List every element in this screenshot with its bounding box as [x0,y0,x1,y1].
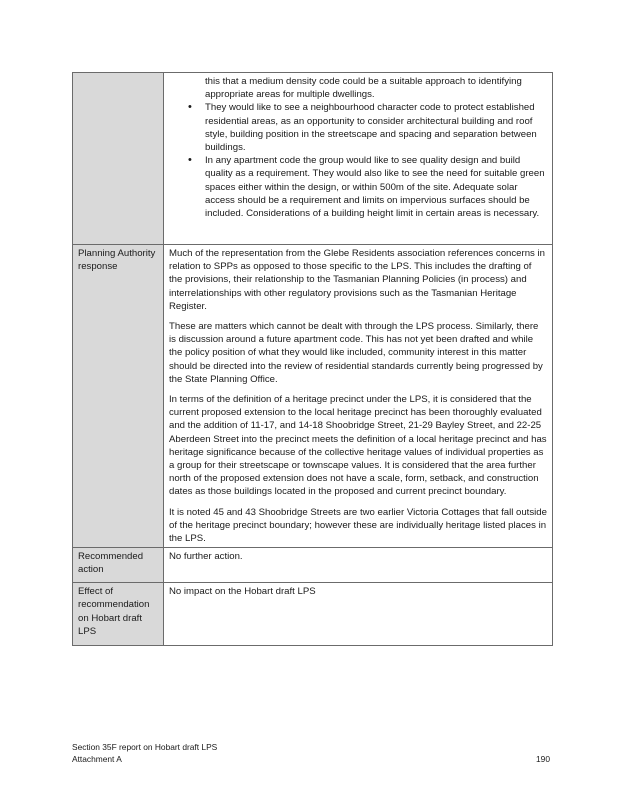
page-number: 190 [536,753,550,764]
list-item [188,154,547,220]
bullet-text: In any apartment code the group would like to see quality design and build quality as a requirement. They would also like to see the need for suitable green spaces either within the design, or within 500m of the site. Adequate solar access should be a requirement and limits on impervious surfaces should be included. Considerations of a building height limit in certain areas is necessary. [205,155,545,220]
representation-table [72,72,553,646]
bullet-text: They would like to see a neighbourhood character code to protect established residential areas, as an opportunity to consider architectural building and roof style, building position in the streetscape and spacing and separation between buildings. [205,102,537,154]
content-planning-authority [164,245,553,548]
content-cell-bullets [164,73,553,245]
table-row-effect [73,583,553,646]
bullet-icon: • [188,101,192,114]
table-row-planning-authority [73,245,553,548]
bullet-list [169,75,547,220]
label-planning-authority: Planning Authority response [73,245,164,548]
footer-report-title: Section 35F report on Hobart draft LPS [72,742,218,752]
list-item [188,101,547,154]
page-footer [72,742,550,765]
label-recommended-action: Recommended action [73,548,164,583]
table-row-continued [73,73,553,245]
content-recommended-action: No further action. [164,548,553,583]
content-effect: No impact on the Hobart draft LPS [164,583,553,646]
label-effect: Effect of recommendation on Hobart draft LPS [73,583,164,646]
response-paragraph: These are matters which cannot be dealt with through the LPS process. Similarly, there is discussion around a future apartment code. This has not yet been drafted and while the policy position of what they would like included, community interest in this matter should be directed into the review of residential standards currently being progressed by the State Planning Office. [169,321,543,385]
list-item [205,75,547,101]
bullet-text: this that a medium density code could be a suitable approach to identifying appropriate areas for multiple dwellings. [205,76,522,101]
response-paragraph: Much of the representation from the Glebe Residents association references concerns in relation to SPPs as opposed to those specific to the LPS. This includes the drafting of the provisions, their relationship to the Tasmanian Planning Policies (in process) and interrelationships with other regulatory provisions such as the Tasmanian Heritage Register. [169,248,545,312]
response-paragraph: In terms of the definition of a heritage precinct under the LPS, it is considered that the current proposed extension to the local heritage precinct has been thoroughly evaluated and the addition of 11-17, and 14-18 Shoobridge Street, 21-29 Bayley Street, and 22-25 Aberdeen Street into the precinct meets the definition of a local heritage precinct and has heritage significance because of the collective heritage values of individual properties as a group for their streetscape or townscape values. It is considered that the area further north of the proposed extension does not have a scale, form, setback, and construction dates as those buildings located in the proposed and current precinct boundary. [169,394,547,498]
bullet-icon: • [188,154,192,167]
footer-attachment: Attachment A [72,753,122,764]
table-row-recommended-action [73,548,553,583]
response-paragraph: It is noted 45 and 43 Shoobridge Streets are two earlier Victoria Cottages that fall outside of the heritage precinct boundary; however these are individually heritage listed places in the LPS. [169,506,547,545]
label-cell-empty [73,73,164,245]
